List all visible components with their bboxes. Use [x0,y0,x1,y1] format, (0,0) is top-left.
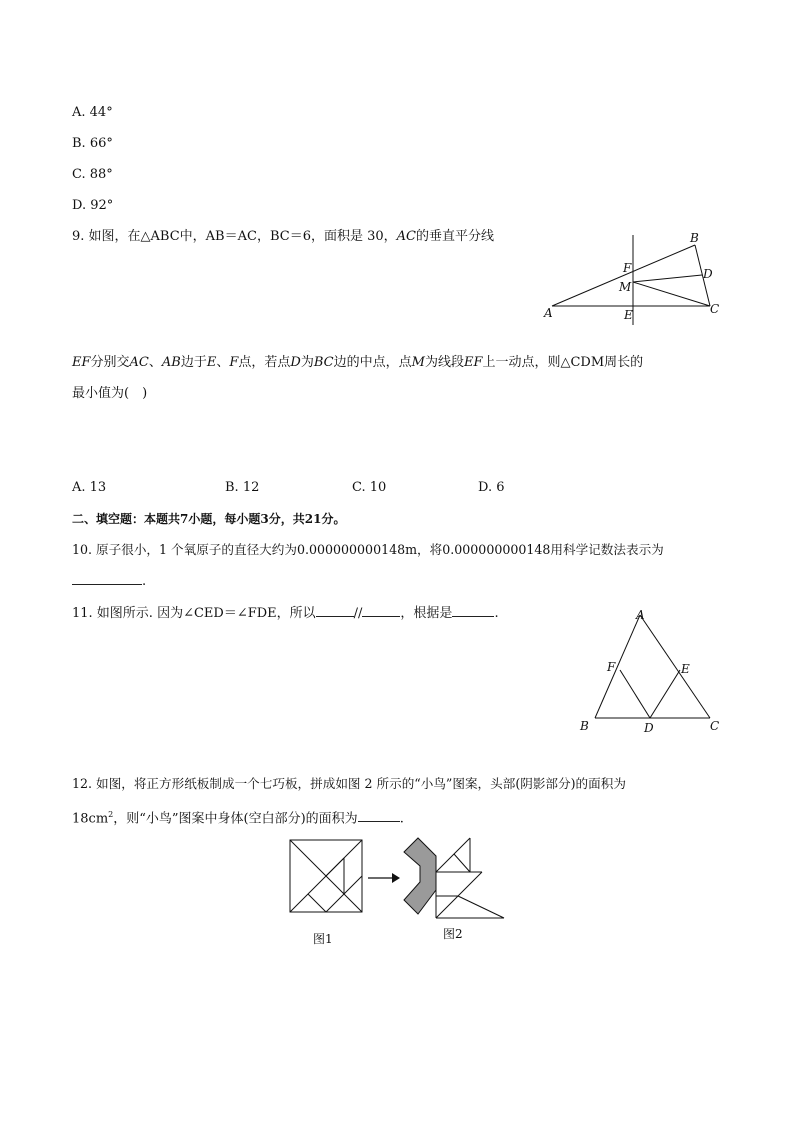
q9-label-a: A [544,306,553,320]
q10-answer-line: . [72,572,146,591]
q11-stem: 11. 如图所示. 因为∠CED＝∠FDE，所以 // ，根据是 . [72,606,499,621]
q12-figure1-tangram [288,838,366,916]
q9-label-m: M [619,280,632,294]
q9-label-f: F [623,261,632,275]
q9-option-d: D. 6 [478,480,505,495]
q8-option-a: A. 44° [72,105,113,120]
q8-option-b: B. 66° [72,136,113,151]
q12-figure2-bird [400,832,508,924]
q8-option-d: D. 92° [72,198,114,213]
q12-answer-blank[interactable] [358,809,400,822]
q11-label-f: F [607,660,616,674]
q9-stem-line3: 最小值为( ) [72,386,148,401]
q12-figure2-caption: 图2 [443,927,463,941]
q11-triangle-figure [575,605,725,735]
q9-stem-line1: 9. 如图，在△ABC中，AB＝AC，BC＝6，面积是 30，AC的垂直平分线 [72,229,494,244]
q9-option-c: C. 10 [352,480,387,495]
q11-blank-3[interactable] [452,604,494,617]
q11-label-b: B [580,719,589,733]
q11-label-e: E [681,662,690,676]
q12-stem-line2: $18cm^2$，则“小鸟”图案中身体(空白部分)的面积为 . [72,810,404,827]
q11-blank-2[interactable] [362,604,400,617]
q9-label-d: D [703,267,713,281]
q9-triangle-figure [540,230,730,325]
q9-option-a: A. 13 [72,480,107,495]
q9-label-c: C [710,302,720,316]
q11-label-d: D [644,721,654,735]
q11-label-c: C [710,719,720,733]
q10-stem: 10. 原子很小，1 个氧原子的直径大约为0.000000000148m，将0.000000000148用科学记数法表示为 [72,542,664,557]
q12-figure1-caption: 图1 [313,932,333,946]
q9-label-b: B [690,231,699,245]
q12-bird-head [404,838,436,914]
q10-answer-blank[interactable] [72,572,142,585]
q12-arrow-icon [368,872,400,884]
q9-stem-line2: EF分别交AC、AB边于E、F点，若点D为BC边的中点，点M为线段EF上一动点，则△CDM周长的 [72,355,644,370]
q12-stem-line1: 12. 如图，将正方形纸板制成一个七巧板，拼成如图 2 所示的“小鸟”图案，头部(阴影部分)的面积为 [72,776,626,791]
section2-heading: 二、填空题：本题共7小题，每小题3分，共21分。 [72,512,346,526]
q9-option-b: B. 12 [225,480,260,495]
q11-blank-1[interactable] [316,604,354,617]
q9-label-e: E [624,308,633,322]
q11-label-a: A [636,608,645,622]
q8-option-c: C. 88° [72,167,113,182]
